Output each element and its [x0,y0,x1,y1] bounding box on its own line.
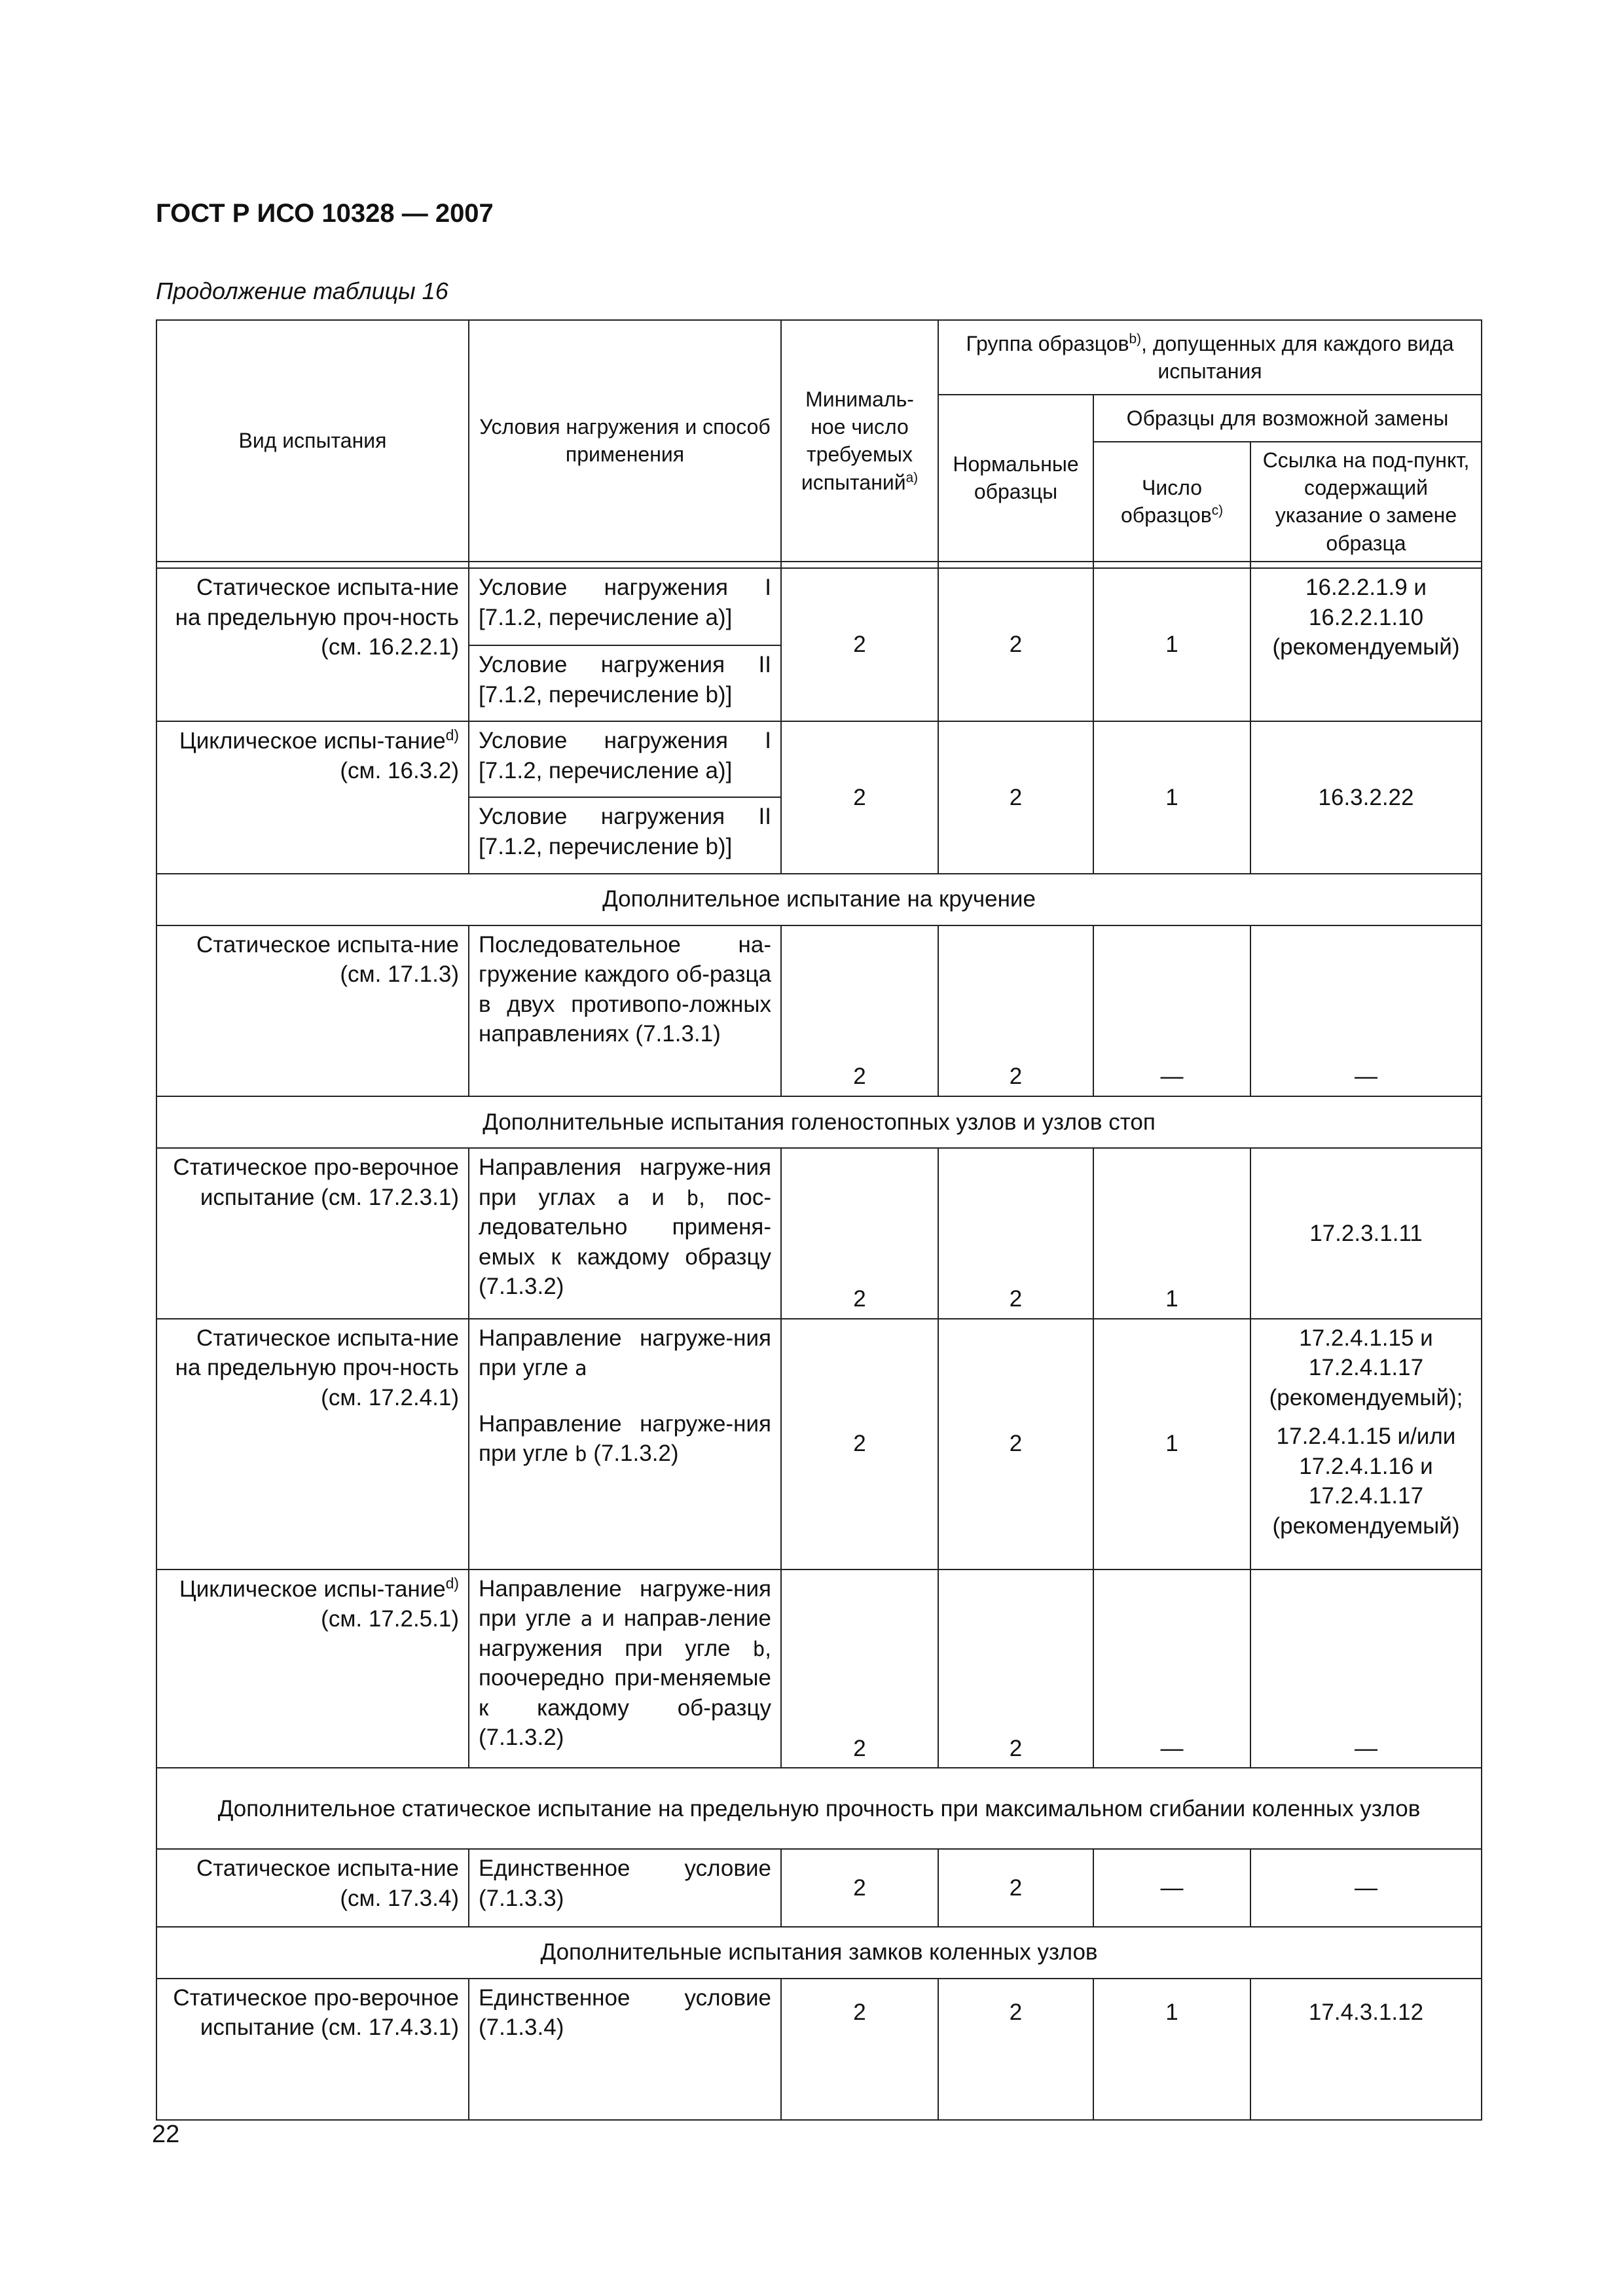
test-type-cell: Статическое испыта-ние на предельную проч-ность (см. 17.2.4.1) [156,1319,469,1570]
condition-text: (7.1.3.2) [587,1441,679,1467]
count-cell: 1 [1093,1979,1250,2120]
angle-b-label: b [574,1443,587,1467]
condition-text: Направление нагруже-ния при угле [479,1575,771,1632]
section-row [156,1096,1482,1148]
min-tests-cell: 2 [781,1319,938,1570]
header-min-tests-text: Минималь-ное число требуемых испытаний [801,387,914,494]
table-caption: Продолжение таблицы 16 [156,278,448,304]
min-tests-cell: 2 [781,925,938,1096]
header-count [1093,442,1250,562]
test-type-cell: Статическое про-верочное испытание (см. 17.4.3.1) [156,1979,469,2120]
normal-cell: 2 [938,1319,1093,1570]
min-tests-cell: 2 [781,1849,938,1926]
test-type-rest: (см. 16.3.2) [340,758,459,784]
condition-text: Направление нагруже-ния при угле [479,1325,771,1381]
section-row [156,874,1482,925]
section-title: Дополнительное испытание на кручение [156,874,1482,925]
condition-cell: Условие нагружения I [7.1.2, перечисление a)] [469,721,781,797]
angle-b-label: b [686,1186,699,1210]
table-row [156,721,1482,797]
test-type-cell: Статическое испыта-ние (см. 17.3.4) [156,1849,469,1926]
count-cell: — [1093,1849,1250,1926]
footnote-c: с) [1211,503,1224,518]
test-table [156,319,1482,2121]
ref-cell: 16.3.2.22 [1250,721,1482,873]
count-cell: — [1093,925,1250,1096]
ref-text-1: 17.2.4.1.15 и 17.2.4.1.17 (рекомендуемый); [1269,1325,1463,1410]
section-title: Дополнительные испытания замков коленных узлов [156,1927,1482,1979]
footnote-d: d) [445,1574,459,1592]
header-replace: Образцы для возможной замены [1093,395,1482,442]
angle-a-label: a [574,1357,587,1381]
ref-cell: 17.4.3.1.12 [1250,1979,1482,2120]
test-type-cell: Статическое испыта-ние на предельную проч-ность (см. 16.2.2.1) [156,568,469,721]
angle-b-label: b [752,1637,765,1661]
header-group-rest: , допущенных для каждого вида испытания [1141,331,1454,383]
ref-cell: 17.2.3.1.11 [1250,1148,1482,1319]
page-number: 22 [152,2121,180,2148]
angle-a-label: a [617,1186,630,1210]
condition-cell: Условие нагружения II [7.1.2, перечисление b)] [469,797,781,873]
header-count-text: Число образцов [1120,476,1212,528]
section-row [156,1768,1482,1849]
footnote-a: а) [905,470,919,486]
spacer [1260,1412,1472,1422]
document-header: ГОСТ Р ИСО 10328 — 2007 [156,199,494,228]
header-test-type: Вид испытания [156,320,469,562]
footnote-d: d) [445,726,459,744]
test-type-cell: Статическое испыта-ние (см. 17.1.3) [156,925,469,1096]
condition-line-2 [479,1409,771,1469]
ref-cell: — [1250,925,1482,1096]
table-row [156,1148,1482,1319]
header-min-tests [781,320,938,562]
ref-cell: 16.2.2.1.9 и 16.2.2.1.10 (рекомендуемый) [1250,568,1482,721]
header-ref: Ссылка на под-пункт, содержащий указание о замене образца [1250,442,1482,562]
section-title: Дополнительное статическое испытание на предельную прочность при максимальном сгибании коленных узлов [156,1768,1482,1849]
min-tests-cell: 2 [781,1148,938,1319]
header-normal: Нормальные образцы [938,395,1093,562]
normal-cell: 2 [938,721,1093,873]
header-group [938,320,1482,395]
table-row [156,1849,1482,1926]
condition-cell [469,1319,781,1570]
min-tests-cell: 2 [781,568,938,721]
table-row [156,1319,1482,1570]
min-tests-cell: 2 [781,1570,938,1768]
normal-cell: 2 [938,1570,1093,1768]
condition-text: Направления нагруже-ния при углах [479,1155,771,1210]
condition-cell: Последовательное на-гружение каждого об-разца в двух противопо-ложных направлениях (7.1.3.1) [469,925,781,1096]
condition-text: , пос-ледовательно применя-емых к каждому образцу (7.1.3.2) [479,1184,771,1300]
condition-text: и направ-ление нагружения при угле [479,1605,771,1661]
header-group-text: Группа образцов [966,331,1129,355]
condition-text: Направление нагруже-ния при угле [479,1410,771,1467]
test-type-rest: (см. 17.2.5.1) [321,1605,459,1632]
normal-cell: 2 [938,1148,1093,1319]
normal-cell: 2 [938,925,1093,1096]
table-row [156,925,1482,1096]
angle-a-label: a [580,1607,593,1632]
table-row [156,1570,1482,1768]
condition-line-1 [479,1323,771,1383]
condition-text: , поочередно при-меняемые к каждому об-разцу (7.1.3.2) [479,1635,771,1751]
count-cell: 1 [1093,1148,1250,1319]
condition-cell: Условие нагружения II [7.1.2, перечисление b)] [469,645,781,721]
count-cell: — [1093,1570,1250,1768]
test-type-text: Циклическое испы-тание [179,1576,446,1602]
footnote-b: b) [1129,331,1142,347]
normal-cell: 2 [938,1979,1093,2120]
condition-cell: Единственное условие (7.1.3.3) [469,1849,781,1926]
count-cell: 1 [1093,721,1250,873]
test-type-cell [156,721,469,873]
condition-cell: Условие нагружения I [7.1.2, перечисление a)] [469,568,781,645]
condition-cell [469,1570,781,1768]
min-tests-cell: 2 [781,1979,938,2120]
ref-cell: — [1250,1849,1482,1926]
count-cell: 1 [1093,568,1250,721]
condition-cell: Единственное условие (7.1.3.4) [469,1979,781,2120]
header-conditions: Условия нагружения и способ применения [469,320,781,562]
test-type-cell [156,1570,469,1768]
normal-cell: 2 [938,568,1093,721]
min-tests-cell: 2 [781,721,938,873]
spacer [479,1383,771,1409]
count-cell: 1 [1093,1319,1250,1570]
ref-text-2: 17.2.4.1.15 и/или 17.2.4.1.16 и 17.2.4.1.17 (рекомендуемый) [1272,1424,1460,1539]
section-row [156,1927,1482,1979]
condition-cell [469,1148,781,1319]
section-title: Дополнительные испытания голеностопных узлов и узлов стоп [156,1096,1482,1148]
condition-text: и [629,1184,687,1210]
ref-cell: — [1250,1570,1482,1768]
test-type-cell: Статическое про-верочное испытание (см. 17.2.3.1) [156,1148,469,1319]
table-row [156,1979,1482,2120]
table-row [156,568,1482,645]
test-type-text: Циклическое испы-тание [179,728,446,754]
normal-cell: 2 [938,1849,1093,1926]
ref-cell [1250,1319,1482,1570]
